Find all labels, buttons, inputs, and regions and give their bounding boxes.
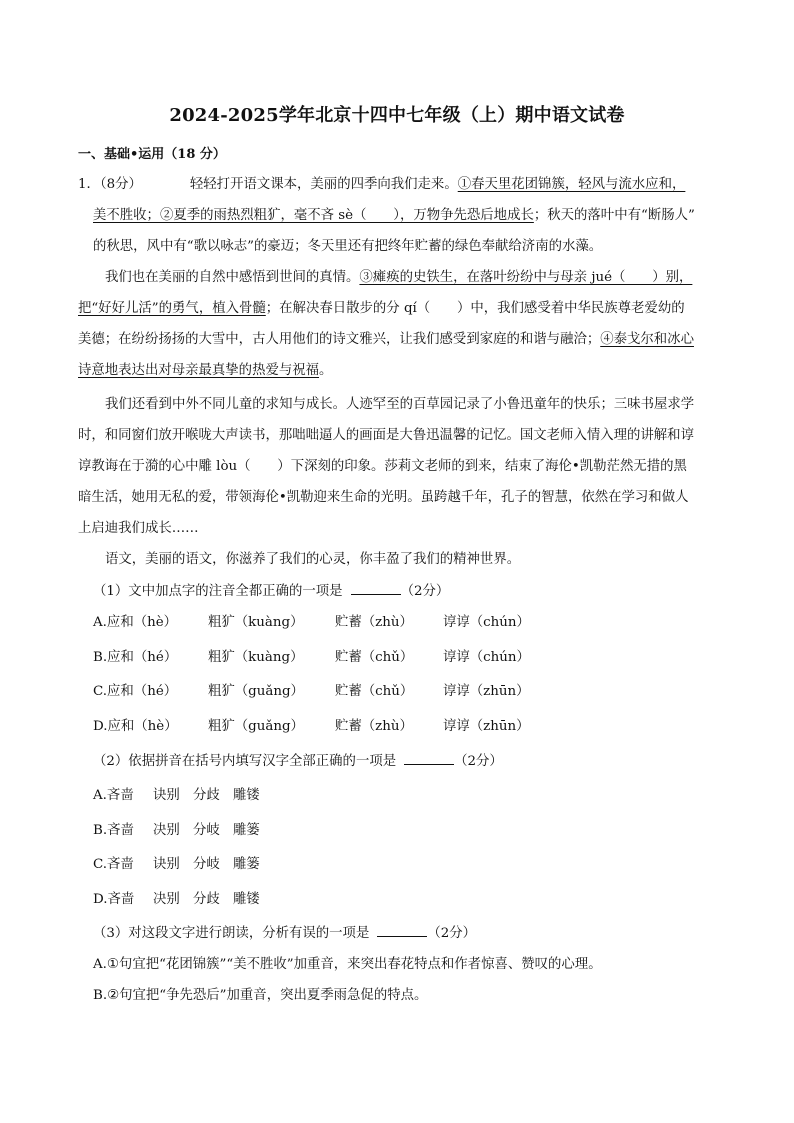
passage-line — [78, 299, 685, 319]
question-number: 1．（8分） — [78, 177, 142, 192]
option-item: 谆谆（zhūn） — [443, 718, 530, 734]
passage-text: ；在解决春日散步的分 qí（ ）中，我们感受着中华民族尊老爱幼的 — [265, 301, 685, 316]
underlined-text: ①春天里花团锦簇，轻风与流水应和， — [457, 177, 686, 192]
underlined-text: 把“好好儿活”的勇气，植入骨髓 — [78, 301, 266, 316]
passage-line: 时，和同窗们放开喉咙大声读书，那咄咄逼人的画面是大鲁迅温馨的记忆。国文老师入情入理的讲解和谆 — [78, 428, 694, 443]
option-item: 粗犷（guǎng） — [208, 718, 304, 734]
underlined-text: ③瘫痪的史铁生，在落叶纷纷中与母亲 jué（ ）别， — [359, 270, 693, 285]
passage-line: 暗生活，她用无私的爱，带领海伦•凯勒迎来生命的光明。虽跨越千年，孔子的智慧，依然在学习和做人 — [78, 490, 689, 505]
option-choice[interactable]: A.吝啬 — [93, 788, 134, 803]
answer-blank[interactable] — [377, 924, 427, 937]
passage-line — [78, 330, 694, 350]
section-heading: 一、基础•运用（18 分） — [78, 147, 226, 162]
option-item: 雕篓 — [233, 822, 260, 838]
question-stem — [93, 752, 503, 772]
option-item: 贮蓄（zhù） — [335, 615, 413, 630]
score-text: （2分） — [454, 754, 503, 769]
option-choice[interactable]: A.应和（hè） — [93, 615, 178, 630]
passage-text: ；秋天的落叶中有“断肠人” — [533, 208, 695, 223]
option-item: 分歧 — [193, 891, 220, 907]
page-title: 2024-2025学年北京十四中七年级（上）期中语文试卷 — [169, 105, 625, 126]
passage-text: 我们也在美丽的自然中感悟到世间的真情。 — [105, 270, 360, 285]
option-line[interactable]: B.②句宜把“争先恐后”加重音，突出夏季雨急促的特点。 — [93, 988, 428, 1003]
passage-line — [93, 206, 695, 226]
passage-text: 美德；在纷纷扬扬的大雪中，古人用他们的诗文雅兴，让我们感受到家庭的和谐与融洽； — [78, 332, 601, 347]
passage-line — [105, 268, 692, 288]
option-item: 贮蓄（chǔ） — [335, 649, 414, 665]
passage-line: 谆教诲在于漪的心中雕 lòu（ ）下深刻的印象。莎莉文老师的到来，结束了海伦•凯勒茫然无措的黑 — [78, 459, 687, 474]
option-choice[interactable]: C.应和（hé） — [93, 684, 178, 699]
passage-line — [78, 361, 332, 381]
option-choice[interactable]: B.应和（hé） — [93, 649, 178, 665]
option-item: 谆谆（zhūn） — [443, 684, 530, 699]
option-item: 决别 — [153, 822, 180, 838]
passage-line: 语文，美丽的语文，你滋养了我们的心灵，你丰盈了我们的精神世界。 — [105, 552, 521, 567]
question-stem — [93, 924, 476, 944]
option-item: 分岐 — [193, 857, 220, 872]
passage-line — [78, 175, 685, 195]
option-item: 诀别 — [153, 857, 180, 872]
option-choice[interactable]: B.吝啬 — [93, 822, 134, 838]
question-stem — [93, 582, 449, 602]
option-item: 谆谆（chún） — [443, 615, 530, 630]
option-item: 雕篓 — [233, 857, 260, 872]
option-item: 谆谆（chún） — [443, 649, 530, 665]
option-choice[interactable]: D.应和（hè） — [93, 718, 178, 734]
underlined-text: 美不胜收；②夏季的雨热烈粗犷，毫不吝 sè（ ），万物争先恐后地成长 — [93, 208, 534, 223]
underlined-text: ④泰戈尔和冰心 — [600, 332, 694, 347]
answer-blank[interactable] — [351, 582, 401, 595]
passage-line: 上启迪我们成长…… — [78, 521, 199, 536]
option-item: 粗犷（guǎng） — [208, 684, 304, 699]
option-choice[interactable]: C.吝啬 — [93, 857, 134, 872]
option-item: 分岐 — [193, 822, 220, 838]
passage-line: 的秋思，风中有“歌以咏志”的豪迈；冬天里还有把终年贮蓄的绿色奉献给济南的水藻。 — [93, 239, 603, 254]
option-item: 分歧 — [193, 788, 220, 803]
option-item: 雕镂 — [233, 788, 260, 803]
answer-blank[interactable] — [404, 752, 454, 765]
option-item: 贮蓄（zhù） — [335, 718, 413, 734]
option-line[interactable]: A.①句宜把“花团锦簇”“美不胜收”加重音，来突出春花特点和作者惊喜、赞叹的心理。 — [93, 957, 602, 972]
option-item: 决别 — [153, 891, 180, 907]
option-item: 粗犷（kuàng） — [208, 615, 304, 630]
stem-text: （2）依据拼音在括号内填写汉字全部正确的一项是 — [93, 754, 397, 769]
stem-text: （3）对这段文字进行朗读，分析有误的一项是 — [93, 926, 370, 941]
score-text: （2分） — [400, 584, 450, 599]
score-text: （2分） — [427, 926, 477, 941]
option-item: 贮蓄（chǔ） — [335, 684, 414, 699]
stem-text: （1）文中加点字的注音全都正确的一项是 — [93, 584, 343, 599]
option-item: 粗犷（kuàng） — [208, 649, 304, 665]
option-item: 雕镂 — [233, 891, 260, 907]
option-choice[interactable]: D.吝啬 — [93, 891, 135, 907]
passage-text: 。 — [319, 363, 333, 378]
passage-text: 轻轻打开语文课本，美丽的四季向我们走来。 — [189, 177, 458, 192]
passage-line: 我们还看到中外不同儿童的求知与成长。人迹罕至的百草园记录了小鲁迅童年的快乐；三味书屋求学 — [105, 397, 695, 412]
underlined-text: 诗意地表达出对母亲最真挚的热爱与祝福 — [78, 363, 320, 378]
option-item: 诀别 — [153, 788, 180, 803]
